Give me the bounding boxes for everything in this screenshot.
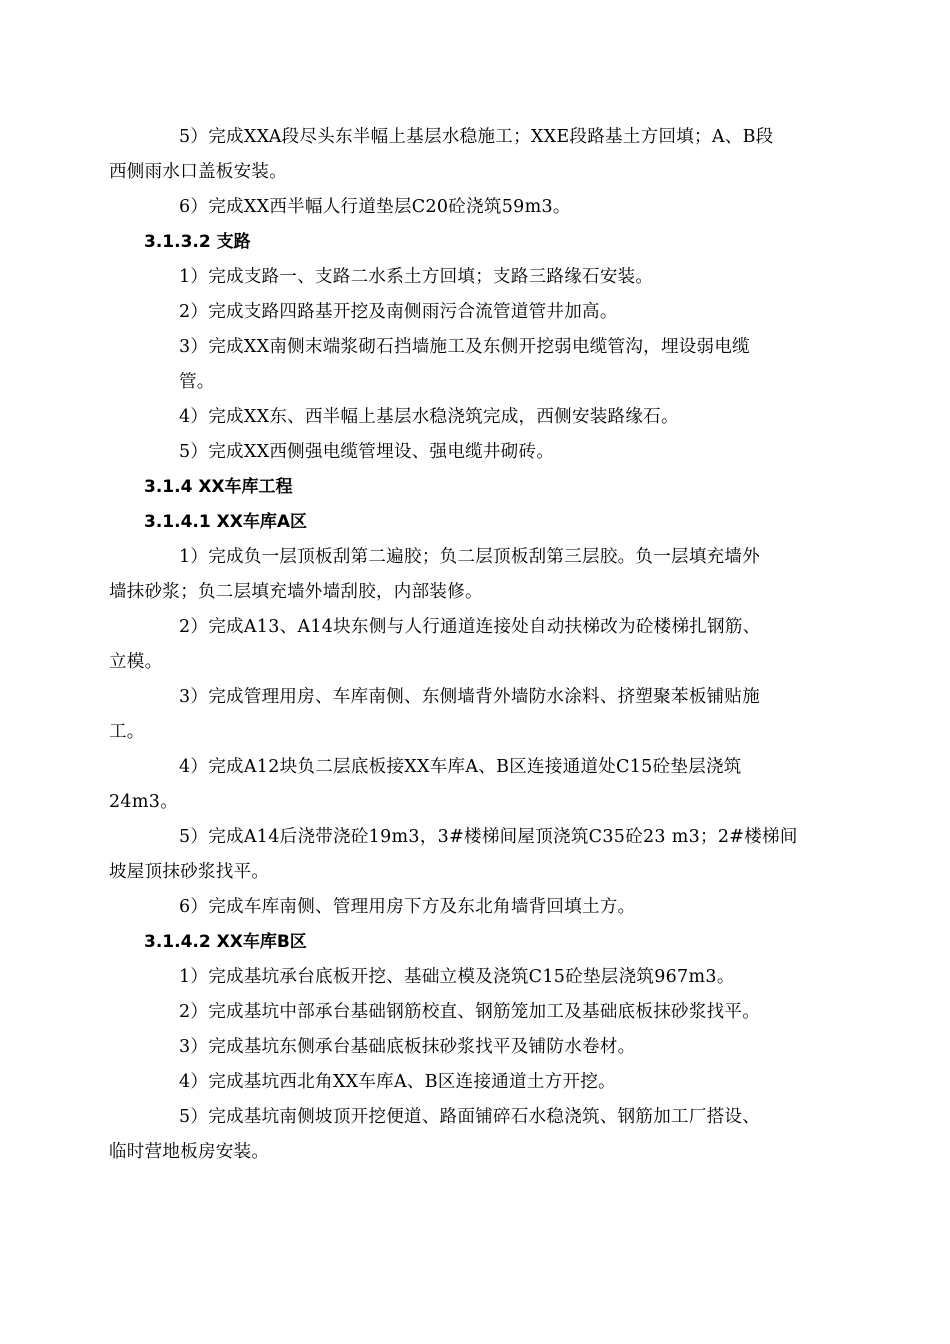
paragraph-line: 24m3。: [109, 792, 178, 812]
paragraph-line: 3）完成基坑东侧承台基础底板抹砂浆找平及铺防水卷材。: [179, 1037, 636, 1057]
paragraph: [109, 680, 808, 750]
paragraph-line: 立模。: [109, 652, 163, 672]
paragraph: [144, 260, 808, 295]
paragraph-line: 2）完成支路四路基开挖及南侧雨污合流管道管井加高。: [179, 302, 618, 322]
paragraph-line: 4）完成XX东、西半幅上基层水稳浇筑完成，西侧安装路缘石。: [179, 407, 679, 427]
paragraph-line: 1）完成负一层顶板刮第二遍胶；负二层顶板刮第三层胶。负一层填充墙外: [179, 547, 761, 567]
paragraph: [109, 1100, 808, 1170]
paragraph-line: 2）完成A13、A14块东侧与人行通道连接处自动扶梯改为砼楼梯扎钢筋、: [179, 617, 761, 637]
paragraph-line: 5）完成XXA段尽头东半幅上基层水稳施工；XXE段路基土方回填；A、B段: [179, 127, 774, 147]
paragraph-line: 6）完成车库南侧、管理用房下方及东北角墙背回填土方。: [179, 897, 636, 917]
paragraph: [109, 120, 808, 190]
document-body: [109, 120, 808, 1170]
paragraph-line: 4）完成基坑西北角XX车库A、B区连接通道土方开挖。: [179, 1072, 616, 1092]
paragraph: [109, 750, 808, 820]
paragraph-line: 2）完成基坑中部承台基础钢筋校直、钢筋笼加工及基础底板抹砂浆找平。: [179, 1002, 761, 1022]
paragraph: [144, 1030, 808, 1065]
section-heading: 3.1.4 XX车库工程: [144, 477, 293, 497]
paragraph: [144, 295, 808, 330]
paragraph: [144, 1065, 808, 1100]
section-heading: 3.1.4.1 XX车库A区: [144, 512, 307, 532]
paragraph: [144, 995, 808, 1030]
section-heading: 3.1.4.2 XX车库B区: [144, 932, 307, 952]
section-heading: 3.1.3.2 支路: [144, 232, 251, 252]
paragraph-line: 坡屋顶抹砂浆找平。: [109, 862, 270, 882]
paragraph: [144, 890, 808, 925]
paragraph-line: 1）完成支路一、支路二水系土方回填；支路三路缘石安装。: [179, 267, 654, 287]
paragraph: [144, 400, 808, 435]
paragraph: [109, 540, 808, 610]
paragraph-line: 5）完成基坑南侧坡顶开挖便道、路面铺碎石水稳浇筑、钢筋加工厂搭设、: [179, 1107, 761, 1127]
paragraph: [144, 435, 808, 470]
paragraph: [144, 960, 808, 995]
paragraph-line: 墙抹砂浆；负二层填充墙外墙刮胶，内部装修。: [109, 582, 483, 602]
paragraph-line: 4）完成A12块负二层底板接XX车库A、B区连接通道处C15砼垫层浇筑: [179, 757, 742, 777]
paragraph: [144, 190, 808, 225]
paragraph-line: 西侧雨水口盖板安装。: [109, 162, 287, 182]
paragraph-line: 工。: [109, 722, 145, 742]
paragraph-line: 5）完成XX西侧强电缆管埋设、强电缆井砌砖。: [179, 442, 555, 462]
paragraph-line: 5）完成A14后浇带浇砼19m3，3#楼梯间屋顶浇筑C35砼23 m3；2#楼梯间: [179, 827, 798, 847]
paragraph: [109, 610, 808, 680]
paragraph-line: 3）完成XX南侧末端浆砌石挡墙施工及东侧开挖弱电缆管沟，埋设弱电缆: [179, 337, 750, 357]
paragraph-line: 3）完成管理用房、车库南侧、东侧墙背外墙防水涂料、挤塑聚苯板铺贴施: [179, 687, 761, 707]
paragraph: [144, 330, 808, 400]
paragraph-line: 管。: [179, 372, 215, 392]
paragraph-line: 临时营地板房安装。: [109, 1142, 270, 1162]
paragraph-line: 6）完成XX西半幅人行道垫层C20砼浇筑59m3。: [179, 197, 571, 217]
paragraph-line: 1）完成基坑承台底板开挖、基础立模及浇筑C15砼垫层浇筑967m3。: [179, 967, 735, 987]
paragraph: [109, 820, 808, 890]
